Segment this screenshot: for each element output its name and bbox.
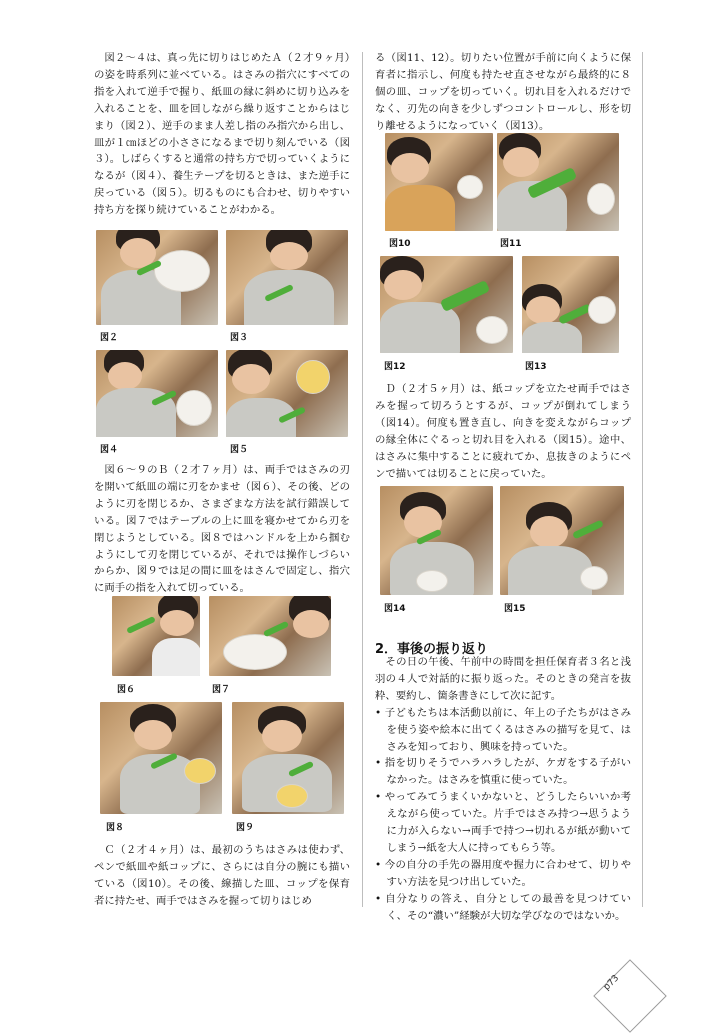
section-title: 2．事後の振り返り [375,642,489,657]
caption-fig13: 図13 [525,362,547,372]
left-para-1 [94,50,350,219]
photo-fig4 [96,350,218,437]
photo-fig10 [385,133,493,231]
reflection-item: • 子どもたちは本活動以前に、年上の子たちがはさみを使う姿や絵本に出てくるはさみの描写を見て、はさみを知っており、興味を持っていた。 [375,705,631,756]
photo-fig14 [380,486,493,595]
photo-fig13 [522,256,619,353]
reflection-item: • やってみてうまくいかないと、どうしたらいいか考えながら使っていた。片手ではさみ持つ→思うように力が入らない→両手で持つ→切れるが紙が動いてしまう→紙を大人に持ってもらう等。 [375,789,631,857]
section-intro: その日の午後、午前中の時間を担任保育者３名と浅羽の４人で対話的に振り返った。そのときの発言を抜粋、要約し、箇条書きにして次に記す。 [375,656,631,702]
caption-fig7: 図７ [212,685,231,695]
caption-fig8: 図８ [106,823,125,833]
caption-fig4: 図４ [100,445,119,455]
left-para-3 [94,842,350,910]
right-paragraph-1: る（図11、12）。切りたい位置が手前に向くように保育者に指示し、何度も持たせ直させながら最終的に８個の皿、コップを切っていく。切れ目を入れるだけでなく、刃先の向きを少しずつコントロールし、形を切り離せるようになっていく（図13）。 [375,52,631,132]
photo-fig6 [112,596,200,676]
left-paragraph-3: Ｃ（２才４ヶ月）は、最初のうちはさみは使わず、ペンで紙皿や紙コップに、さらには自分の腕にも描いている（図10）。その後、線描した皿、コップを保育者に持たせ、両手ではさみを握って切りはじめ [94,844,350,907]
caption-fig14: 図14 [384,604,406,614]
caption-fig15: 図15 [504,604,526,614]
reflection-item: • 指を切りそうでハラハラしたが、ケガをする子がいなかった。はさみを慎重に使っていた。 [375,755,631,789]
photo-fig15 [500,486,624,595]
photo-fig3 [226,230,348,325]
page-number: p73 [601,973,622,993]
caption-fig12: 図12 [384,362,406,372]
caption-fig3: 図３ [230,333,249,343]
left-paragraph-2: 図６～９のＢ（２才７ヶ月）は、両手ではさみの刃を開いて紙皿の端に刃をかませ（図６）、その後、どのように刃を閉じるか、さまざまな方法を試行錯誤している。図７ではテーブルの上に皿を寝かせてから刃を閉じようとしている。図８ではハンドルを上から掴むようにして刃を閉じているが、それでは操作しづらいからか、図９では足の間に皿をはさんで固定し、指穴に両手の指を入れて切っている。 [94,464,350,595]
right-margin-rule [642,52,643,907]
photo-fig9 [232,702,344,814]
caption-fig9: 図９ [236,823,255,833]
photo-fig11 [497,133,619,231]
photo-fig2 [96,230,218,325]
reflection-item: • 今の自分の手先の器用度や握力に合わせて、切りやすい方法を見つけ出していた。 [375,857,631,891]
right-section-body [375,654,631,925]
column-divider [362,52,363,907]
photo-fig7 [209,596,331,676]
right-para-2 [375,381,631,482]
caption-fig11: 図11 [500,239,522,249]
left-paragraph-1: 図２～４は、真っ先に切りはじめたＡ（２才９ヶ月）の姿を時系列に並べている。はさみの指穴にすべての指を入れて逆手で握り、紙皿の縁に斜めに切り込みを入れることを、皿を回しながら繰り返すことからはじまり（図２）、逆手のまま人差し指のみ指穴から出し、皿が１㎝ほどの小ささになるまで切り刻んでいる（図３）。しばらくすると通常の持ち方で切っていくようになるが（図４）、養生テープを切るときは、また逆手に戻っている（図５）。切るものにも合わせ、切りやすい持ち方を探り続けていることがわかる。 [94,52,350,217]
photo-fig12 [380,256,513,353]
reflection-list [375,705,631,925]
left-para-2 [94,462,350,597]
right-paragraph-2: Ｄ（２才５ヶ月）は、紙コップを立たせ両手ではさみを握って切ろうとするが、コップが倒れてしまう（図14）。何度も置き直し、向きを変えながらコップの縁全体にぐるっと切れ目を入れる（図15）。途中、はさみに集中することに疲れてか、息抜きのようにペンで描いては切ることに戻っていた。 [375,383,631,480]
photo-fig5 [226,350,348,437]
caption-fig6: 図６ [117,685,136,695]
caption-fig5: 図５ [230,445,249,455]
photo-fig8 [100,702,222,814]
page-number-diamond [593,959,667,1033]
caption-fig2: 図２ [100,333,119,343]
caption-fig10: 図10 [389,239,411,249]
reflection-item: • 自分なりの答え、自分としての最善を見つけていく、その“濃い”経験が大切な学びなのではないか。 [375,891,631,925]
right-para-1 [375,50,631,135]
